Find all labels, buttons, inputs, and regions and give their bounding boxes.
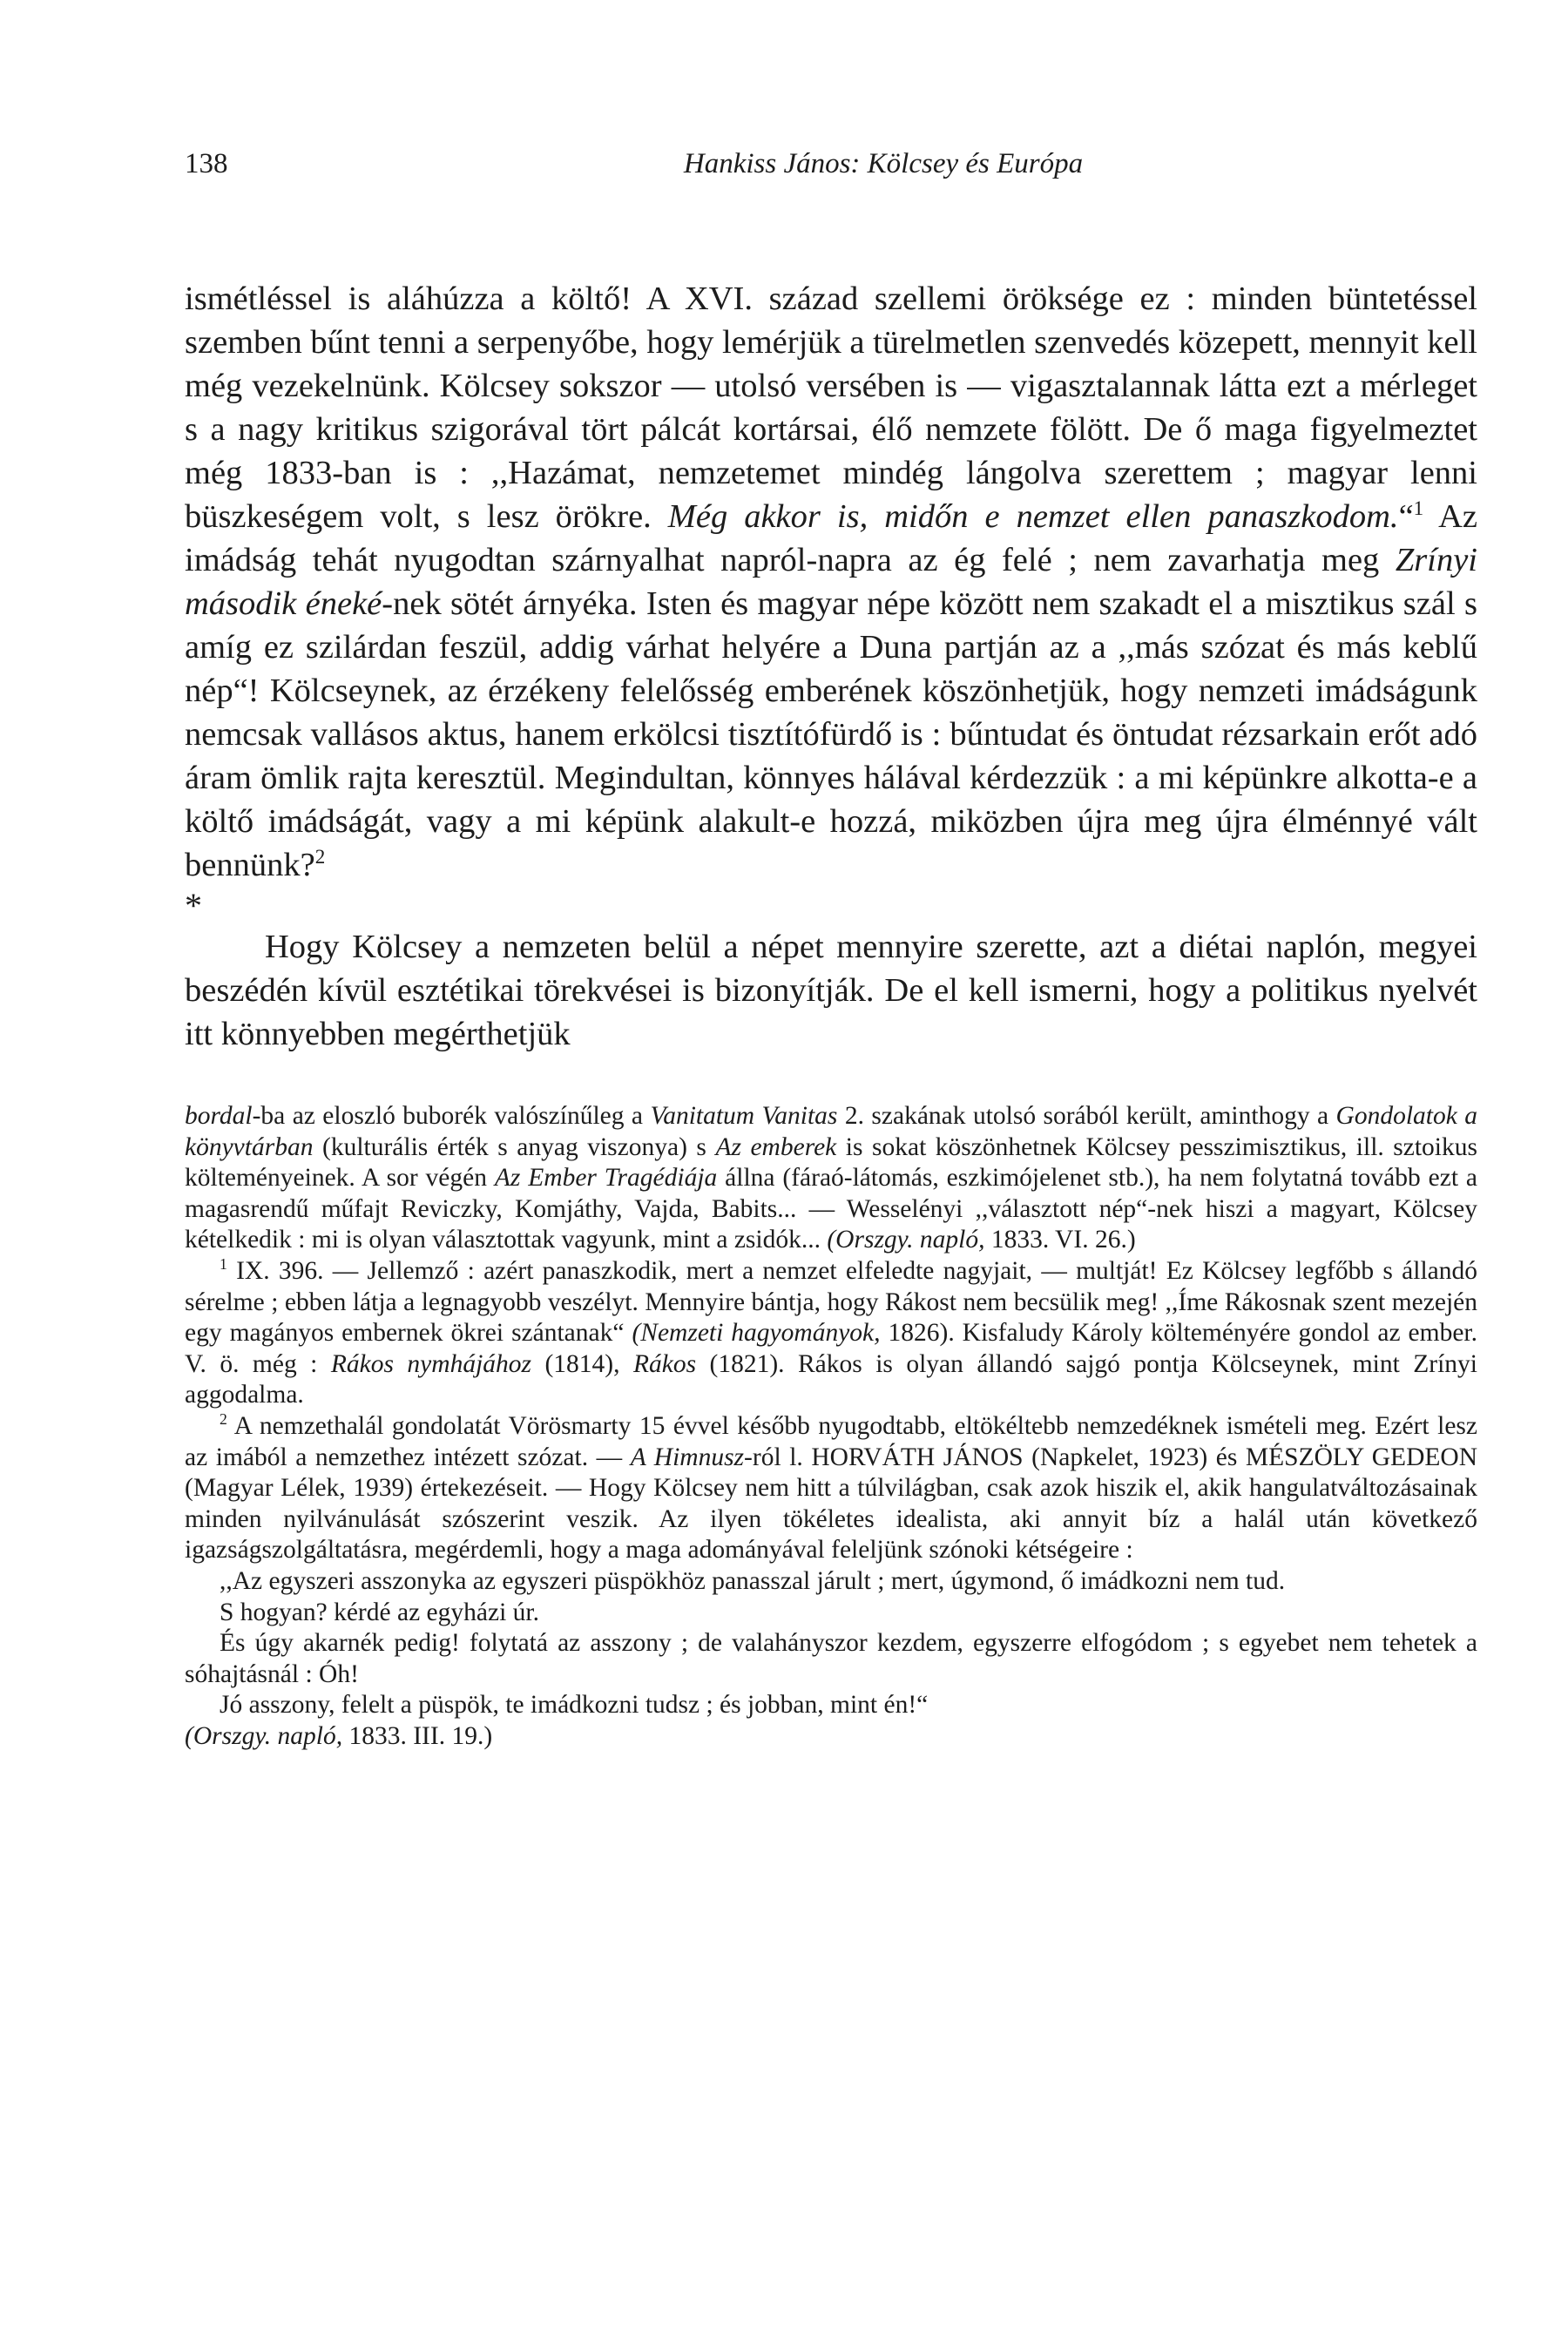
paragraph-1: ismétléssel is aláhúzza a költő! A XVI. század szellemi öröksége ez : minden büntetéssel szemben bűnt tenni a serpenyőbe, hogy lemérjük a türelmetlen szenvedés közepett, mennyit kell még vezekelnünk. Kölcsey sokszor — utolsó versében is — vigasztalannak látta ezt a mérleget s a nagy kritikus szigorával tört pálcát kortársai, élő nemzete fölött. De ő maga figyelmeztet még 1833-ban is : ,,Hazámat, nemzetemet mindég lángolva szerettem ; magyar lenni büszkeségem volt, s lesz örökre. Még akkor is, midőn e nemzet ellen panaszkodom.“$^1$ Az imádság tehát nyugodtan szárnyalhat napról-napra az ég felé ; nem zavarhatja meg Zrínyi második éneké-nek sötét árnyéka. Isten és magyar népe között nem szakadt el a misztikus szál s amíg ez szilárdan feszül, addig várhat helyére a Duna partján az a ,,más szózat és más keblű nép“! Kölcseynek, az érzékeny felelősség emberének köszönhetjük, hogy nemzeti imádságunk nemcsak vallásos aktus, hanem erkölcsi tisztítófürdő is : bűntudat és öntudat rézsarkain erőt adó áram ömlik rajta keresztül. Megindultan, könnyes hálával kérdezzük : a mi képünkre alkotta-e a költő imádságát, vagy a mi képünk alakult-e hozzá, miközben újra meg újra élménnyé vált bennünk?$^2$ (185, 280, 1477, 883)
paragraph-2: Hogy Kölcsey a nemzeten belül a népet mennyire szerette, azt a diétai naplón, megyei beszédén kívül esztétikai törekvései is bizonyítják. De el kell ismerni, hogy a politikus nyelvét itt könnyebben megérthetjük (185, 929, 1477, 1052)
quote-italic: Még akkor is, midőn e nemzet ellen panaszkodom. (667, 498, 1399, 535)
quote-citation: (Orszgy. napló, 1833. III. 19.) (185, 1721, 493, 1750)
running-head (185, 148, 1477, 200)
quote-line-4: Jó asszony, felelt a püspök, te imádkozni tudsz ; és jobban, mint én!“ (220, 1691, 929, 1720)
main-text (185, 277, 1477, 1056)
footnote-1: $^1$ IX. 396. — Jellemző : azért panaszkodik, mert a nemzet elfeledte nagyjait, — multját! Ez Kölcsey legfőbb s állandó sérelme ; ebben látja a legnagyobb veszélyt. Mennyire bántja, hogy Rákost nem becsülik meg! ,,Íme Rákosnak szent mezején egy magányos embernek ökrei szántanak“ (Nemzeti hagyományok, 1826). Kisfaludy Károly költeményére gondol az ember. V. ö. még : Rákos nymhájához (1814), Rákos (1821). Rákos is olyan állandó sajgó pontja Kölcseynek, mint Zrínyi aggodalma. (185, 1255, 1477, 1409)
quote-line-3: És úgy akarnék pedig! folytatá az asszony ; de valahányszor kezdem, egyszerre elfogódom ; s egyebet nem tehetek a sóhajtásnál : Óh! (185, 1629, 1477, 1688)
running-title: Hankiss János: Kölcsey és Európa (683, 148, 1084, 179)
work-title-zrinyi: Zrínyi második éneké (185, 542, 1477, 622)
quote-line-1: ,,Az egyszeri asszonyka az egyszeri püspökhöz panasszal járult ; mert, úgymond, ő imádkozni nem tud. (220, 1566, 1286, 1595)
section-asterism: * (185, 886, 202, 925)
footnote-marker-2: 2 (220, 1410, 227, 1429)
quote-line-2: S hogyan? kérdé az egyházi úr. (220, 1598, 539, 1626)
footnote-2: $^2$ A nemzethalál gondolatát Vörösmarty 15 évvel később nyugodtabb, eltökéltebb nemzedéknek ismételi meg. Ezért lesz az imából a nemzethez intézett szózat. — A Himnusz-ról l. HORVÁTH JÁNOS (Napkelet, 1923) és MÉSZÖLY GEDEON (Magyar Lélek, 1939) értekezéseit. — Hogy Kölcsey nem hitt a túlvilágban, csak azok hiszik el, akik hangulatváltozásainak minden nyilvánulását szószerint veszik. Az ilyen tökéletes idealista, aki annyit bíz a halál után következő igazságszolgáltatásra, megérdemli, hogy a maga adományával feleljünk szónoki kétségeire : (185, 1410, 1478, 1565)
footnote-marker-1: 1 (220, 1255, 227, 1274)
footnote-ref-1: 1 (1413, 497, 1424, 520)
footnote-continuation: bordal-ba az eloszló buborék valószínűleg a Vanitatum Vanitas 2. szakának utolsó sorából került, aminthogy a Gondolatok a könyvtárban (kulturális érték s anyag viszonya) s Az emberek is sokat köszönhetnek Kölcsey pesszimisztikus, ill. sztoikus költeményeinek. A sor végén Az Ember Tragédiája állna (fáraó-látomás, eszkimójelenet stb.), ha nem folytatná tovább ezt a magasrendű műfajt Reviczky, Komjáthy, Vajda, Babits... — Wesselényi ,,választott nép“-nek hiszi a magyart, Kölcsey kételkedik : mi is olyan választottak vagyunk, mint a zsidók... (Orszgy. napló, 1833. VI. 26.) (185, 1102, 1478, 1254)
footnotes (185, 1101, 1477, 1752)
page-number: 138 (185, 148, 228, 179)
footnote-ref-2: 2 (314, 845, 326, 868)
